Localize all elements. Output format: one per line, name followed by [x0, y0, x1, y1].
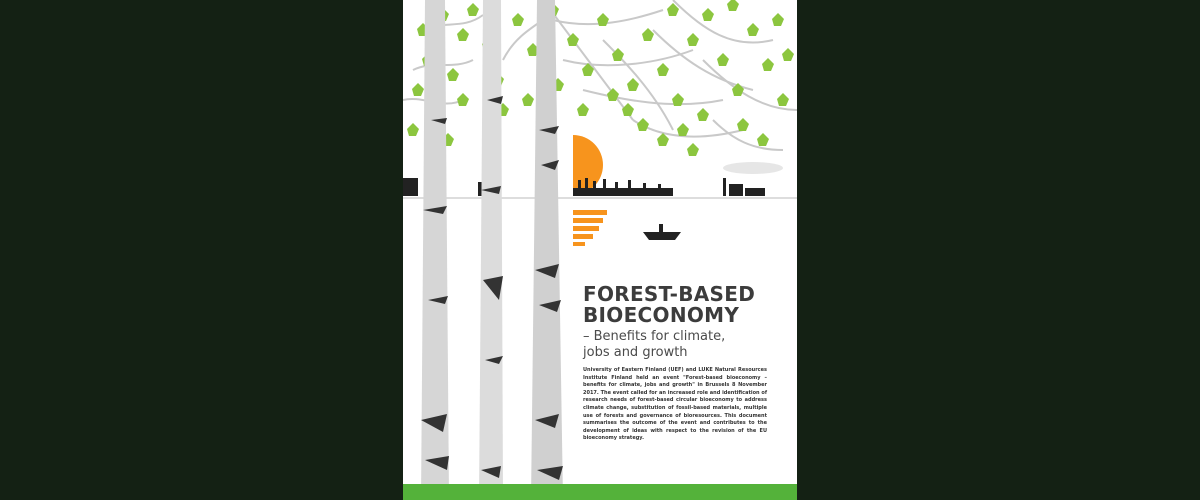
sun-reflection	[573, 210, 607, 246]
boat	[643, 224, 681, 240]
subtitle-line-1: – Benefits for climate,	[583, 329, 726, 344]
birch-trunk-left	[421, 0, 449, 500]
document-subtitle	[583, 329, 788, 361]
title-block	[583, 284, 788, 443]
document-body: University of Eastern Finland (UEF) and LUKE Natural Resources Institute Finland held an event "Forest-based bioeconomy – benefits for climate, jobs and growth" in Brussels 8 November 2017. The event called for an increased role and identification of research needs of forest-based circular bioeconomy to address climate change, substitution of fossil-based materials, multiple use of forests and governance of bioresources. This document summarises the outcome of the event and contributes to the development of ideas with respect to the revision of the EU bioeconomy strategy.	[583, 367, 767, 442]
title-line-1: FOREST-BASED	[583, 282, 756, 306]
document-cover	[403, 0, 797, 500]
document-title	[583, 284, 788, 326]
factory	[723, 162, 783, 196]
birch-trunk-middle	[479, 0, 503, 500]
footer-bar	[403, 484, 797, 500]
subtitle-line-2: jobs and growth	[583, 345, 688, 360]
title-line-2: BIOECONOMY	[583, 303, 740, 327]
birch-trunk-right	[531, 0, 563, 500]
